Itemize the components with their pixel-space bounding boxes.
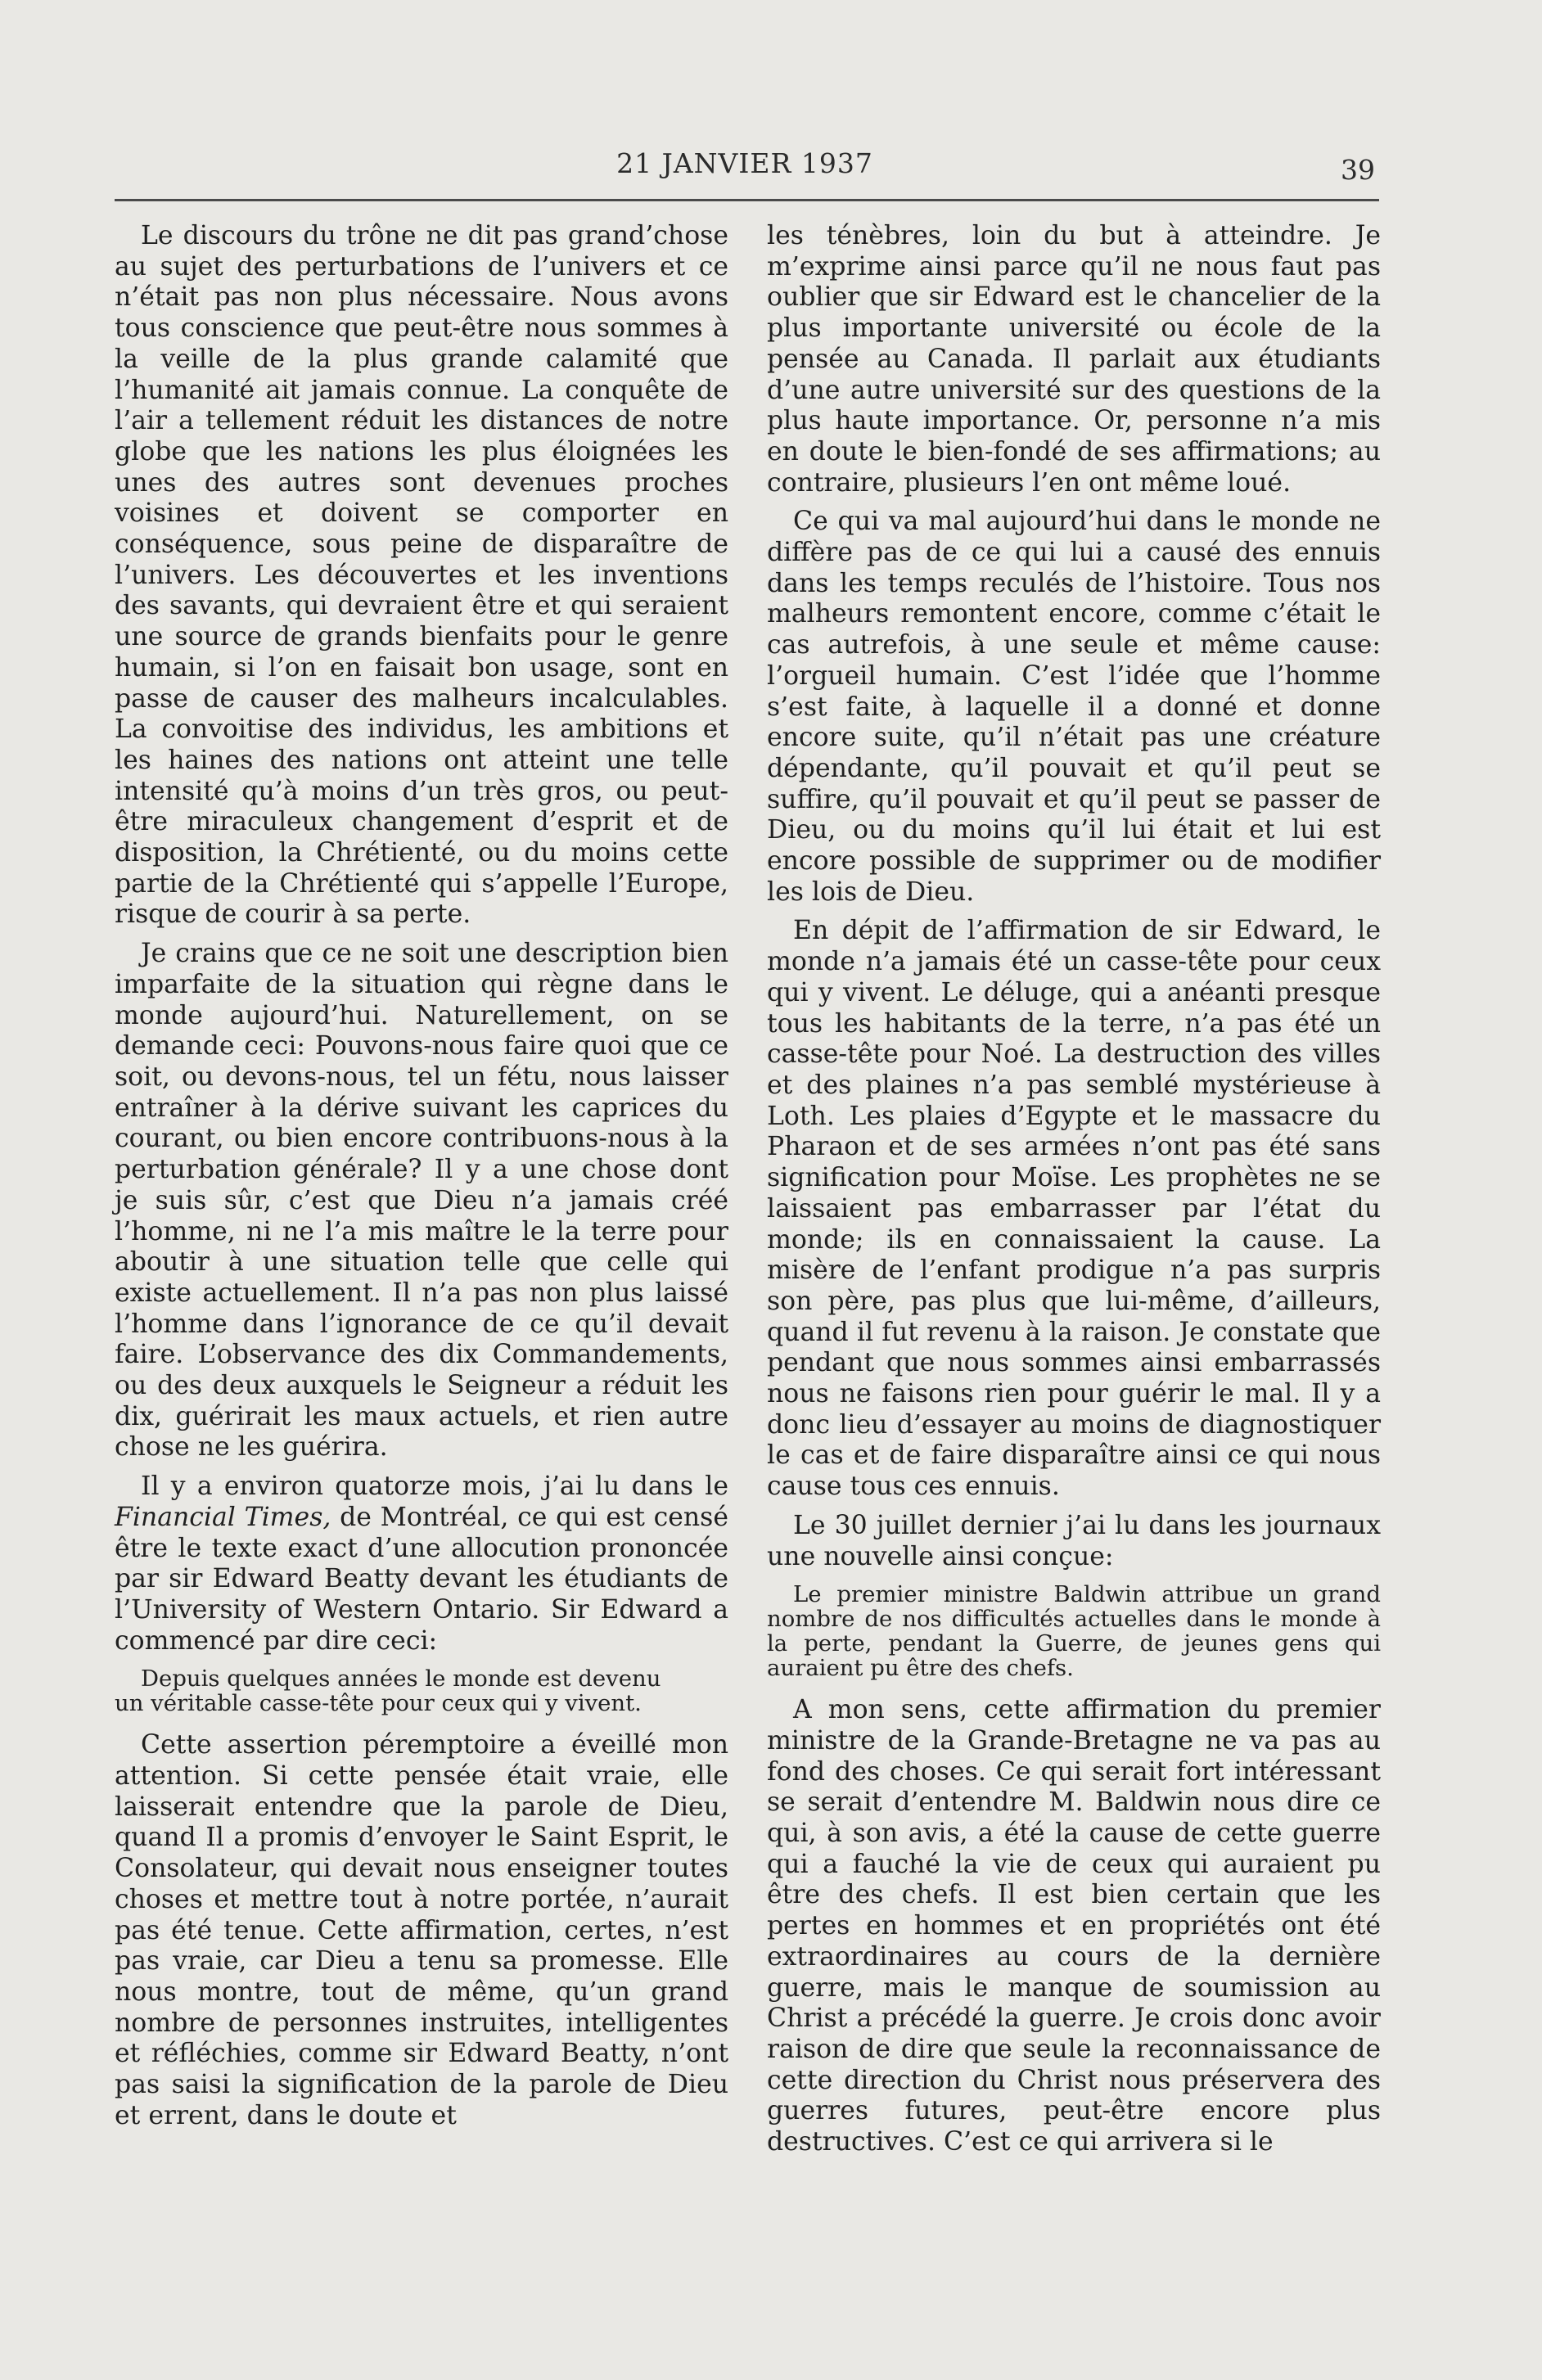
right-column — [767, 221, 1381, 2158]
paragraph: Le discours du trône ne dit pas grand’chose au sujet des perturbations de l’univers et ce n’était pas non plus nécessaire. Nous avons tous conscience que peut-être nous sommes à la veille de la plus grande calamité que l’humanité ait jamais connue. La conquête de l’air a tellement réduit les distances de notre globe que les nations les plus éloignées les unes des autres sont devenues proches voisines et doivent se comporter en conséquence, sous peine de disparaître de l’univers. Les découvertes et les inventions des savants, qui devraient être et qui seraient une source de grands bienfaits pour le genre humain, si l’on en faisait bon usage, sont en passe de causer des malheurs incalculables. La convoitise des individus, les ambitions et les haines des nations ont atteint une telle intensité qu’à moins d’un très gros, ou peut-être miraculeux changement d’esprit et de disposition, la Chrétienté, ou du moins cette partie de la Chrétienté qui s’appelle l’Europe, risque de courir à sa perte. — [115, 221, 728, 930]
left-column — [115, 221, 728, 2131]
block-quote — [115, 1666, 728, 1715]
paragraph: En dépit de l’affirmation de sir Edward, le monde n’a jamais été un casse-tête pour ceux qui y vivent. Le déluge, qui a anéanti presque tous les habitants de la terre, n’a pas été un casse-tête pour Noé. La destruction des villes et des plaines n’a pas semblé mystérieuse à Loth. Les plaies d’Egypte et le massacre du Pharaon et de ses armées n’ont pas été sans signification pour Moïse. Les prophètes ne se laissaient pas embarrasser par l’état du monde; ils en connaissaient la cause. La misère de l’enfant prodigue n’a pas surpris son père, pas plus que lui-même, d’ailleurs, quand il fut revenu à la raison. Je constate que pendant que nous sommes ainsi embarrassés nous ne faisons rien pour guérir le mal. Il y a donc lieu d’essayer au moins de diagnostiquer le cas et de faire disparaître ainsi ce qui nous cause tous ces ennuis. — [767, 916, 1381, 1502]
page-number: 39 — [1341, 154, 1375, 186]
paragraph: Ce qui va mal aujourd’hui dans le monde ne diffère pas de ce qui lui a causé des ennuis dans les temps reculés de l’histoire. Tous nos malheurs remontent encore, comme c’était le cas autrefois, à une seule et même cause: l’orgueil humain. C’est l’idée que l’homme s’est faite, à laquelle il a donné et donne encore suite, qu’il n’était pas une créature dépendante, qu’il pouvait et qu’il peut se suffire, qu’il pouvait et qu’il peut se passer de Dieu, ou du moins qu’il lui était et lui est encore possible de supprimer ou de modifier les lois de Dieu. — [767, 507, 1381, 907]
block-quote: Le premier ministre Baldwin attribue un grand nombre de nos difficultés actuelles dans le monde à la perte, pendant la Guerre, de jeunes gens qui auraient pu être des chefs. — [767, 1581, 1381, 1682]
running-title: 21 JANVIER 1937 — [616, 147, 873, 179]
paragraph — [115, 1472, 728, 1657]
paragraph: Le 30 juillet dernier j’ai lu dans les journaux une nouvelle ainsi conçue: — [767, 1510, 1381, 1571]
paragraph: Cette assertion péremptoire a éveillé mon attention. Si cette pensée était vraie, elle laisserait entendre que la parole de Dieu, quand Il a promis d’envoyer le Saint Esprit, le Consolateur, qui devait nous enseigner toutes choses et mettre tout à notre portée, n’aurait pas été tenue. Cette affirmation, certes, n’est pas vraie, car Dieu a tenu sa promesse. Elle nous montre, tout de même, qu’un grand nombre de personnes instruites, intelligentes et réfléchies, comme sir Edward Beatty, n’ont pas saisi la signification de la parole de Dieu et errent, dans le doute et — [115, 1730, 728, 2130]
header-rule — [115, 199, 1379, 201]
page-header — [115, 147, 1375, 196]
paragraph: Je crains que ce ne soit une description bien imparfaite de la situation qui règne dans le monde aujourd’hui. Naturellement, on se demande ceci: Pouvons-nous faire quoi que ce soit, ou devons-nous, tel un fétu, nous laisser entraîner à la dérive suivant les caprices du courant, ou bien encore contribuons-nous à la perturbation générale? Il y a une chose dont je suis sûr, c’est que Dieu n’a jamais créé l’homme, ni ne l’a mis maître le la terre pour aboutir à une situation telle que celle qui existe actuellement. Il n’a pas non plus laissé l’homme dans l’ignorance de ce qu’il devait faire. L’observance des dix Commandements, ou des deux auxquels le Seigneur a réduit les dix, guérirait les maux actuels, et rien autre chose ne les guérira. — [115, 939, 728, 1463]
text-run: Il y a environ quatorze mois, j’ai lu dans le — [141, 1472, 728, 1502]
quote-line: un véritable casse-tête pour ceux qui y vivent. — [115, 1690, 642, 1717]
paragraph: A mon sens, cette affirmation du premier ministre de la Grande-Bretagne ne va pas au fond des choses. Ce qui serait fort intéressant se serait d’entendre M. Baldwin nous dire ce qui, à son avis, a été la cause de cette guerre qui a fauché la vie de ceux qui auraient pu être des chefs. Il est bien certain que les pertes en hommes et en propriétés ont été extraordinaires au cours de la dernière guerre, mais le manque de soumission au Christ a précédé la guerre. Je crois donc avoir raison de dire que seule la reconnaissance de cette direction du Christ nous préservera des guerres futures, peut-être encore plus destructives. C’est ce qui arrivera si le — [767, 1695, 1381, 2157]
quote-line: Depuis quelques années le monde est devenu — [141, 1666, 661, 1693]
italic-publication-title: Financial Times, — [115, 1502, 331, 1532]
paragraph: les ténèbres, loin du but à atteindre. Je m’exprime ainsi parce qu’il ne nous faut pas oublier que sir Edward est le chancelier de la plus importante université ou école de la pensée au Canada. Il parlait aux étudiants d’une autre université sur des questions de la plus haute importance. Or, personne n’a mis en doute le bien-fondé de ses affirmations; au contraire, plusieurs l’en ont même loué. — [767, 221, 1381, 498]
text-run: de Montréal, ce qui est censé être le texte exact d’une allocution prononcée par sir Edward Beatty devant les étudiants de l’University of Western Ontario. Sir Edward a commencé par dire ceci: — [115, 1502, 728, 1656]
